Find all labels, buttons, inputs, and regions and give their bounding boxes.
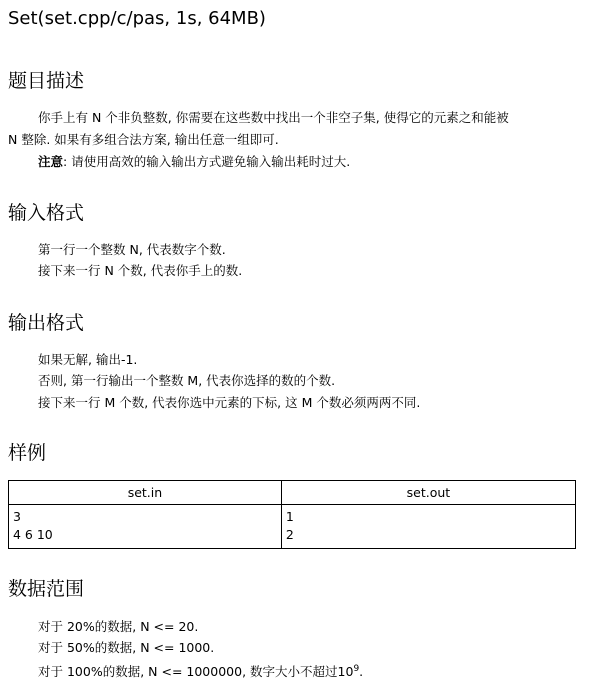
range-line-3 — [38, 659, 363, 682]
range-line-3-text: 对于 100%的数据, N <= 1000000, 数字大小不超过10 — [38, 664, 354, 680]
sample-input-line-1: 3 — [13, 509, 21, 524]
sample-header-out: set.out — [281, 481, 575, 505]
heading-output-format: 输出格式 — [8, 312, 85, 334]
input-line-2: 接下来一行 N 个数, 代表你手上的数. — [38, 263, 243, 278]
output-line-3: 接下来一行 M 个数, 代表你选中元素的下标, 这 M 个数必须两两不同. — [38, 395, 421, 410]
description-line-1: 你手上有 N 个非负整数, 你需要在这些数中找出一个非空子集, 使得它的元素之和能被 — [38, 110, 509, 125]
heading-sample: 样例 — [8, 442, 47, 464]
sample-output-line-2: 2 — [285, 527, 294, 542]
sample-input-cell — [9, 505, 282, 549]
problem-title: Set(set.cpp/c/pas, 1s, 64MB) — [8, 8, 266, 29]
range-line-3-exponent: 9 — [353, 664, 360, 674]
sample-table — [8, 480, 576, 549]
range-line-2: 对于 50%的数据, N <= 1000. — [38, 640, 215, 655]
sample-output-cell — [281, 505, 575, 549]
heading-input-format: 输入格式 — [8, 202, 85, 224]
sample-output-line-1: 1 — [285, 509, 294, 524]
output-line-2: 否则, 第一行输出一个整数 M, 代表你选择的数的个数. — [38, 373, 336, 388]
sample-header-in: set.in — [9, 481, 282, 505]
output-line-1: 如果无解, 输出-1. — [38, 352, 138, 367]
note-label: 注意 — [38, 154, 64, 169]
heading-data-range: 数据范围 — [8, 578, 85, 600]
heading-description: 题目描述 — [8, 70, 85, 92]
note-text: : 请使用高效的输入输出方式避免输入输出耗时过大. — [63, 154, 351, 169]
sample-input-line-2: 4 6 10 — [13, 527, 53, 542]
range-line-3-end: . — [359, 664, 364, 680]
input-line-1: 第一行一个整数 N, 代表数字个数. — [38, 242, 226, 257]
range-line-1: 对于 20%的数据, N <= 20. — [38, 619, 199, 634]
description-note — [38, 152, 350, 172]
description-line-2: N 整除. 如果有多组合法方案, 输出任意一组即可. — [8, 132, 279, 147]
